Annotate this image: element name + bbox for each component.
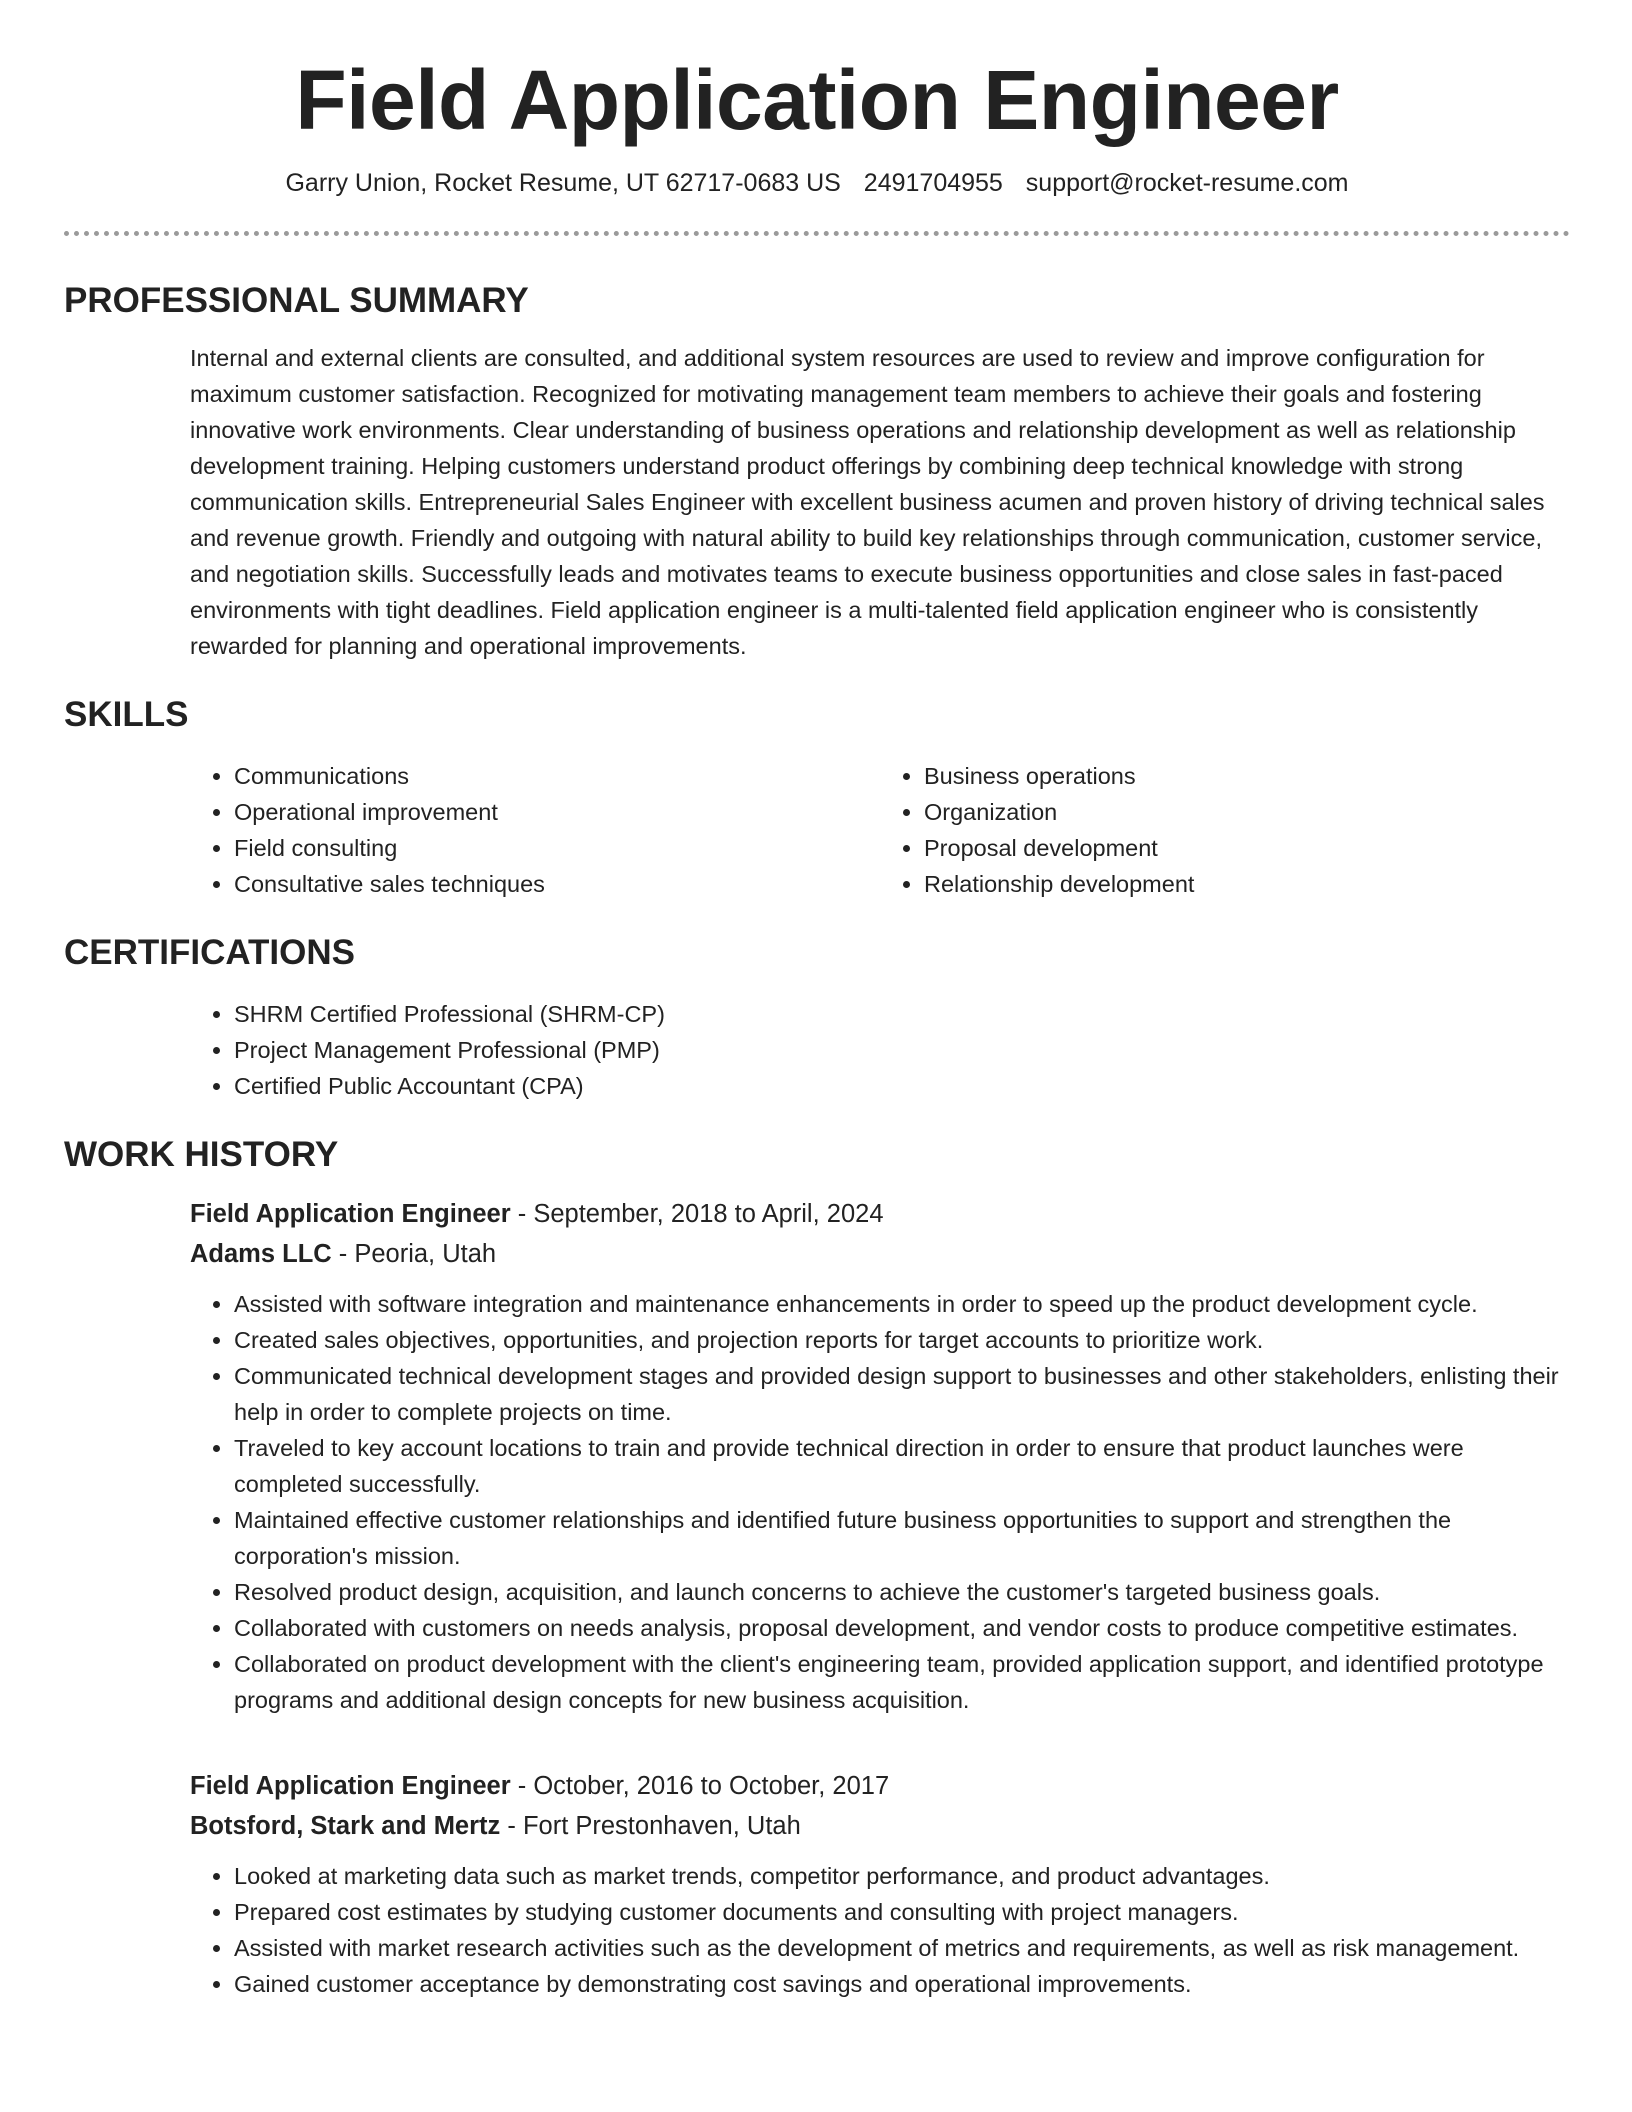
skill-item: • Business operations (924, 758, 1570, 794)
certification-item: • SHRM Certified Professional (SHRM-CP) (234, 996, 1570, 1032)
skill-item: • Organization (924, 794, 1570, 830)
job-title-line (190, 1766, 1570, 1806)
skills-list-left (190, 758, 880, 902)
section-heading-skills: SKILLS (64, 695, 189, 735)
skill-item: • Proposal development (924, 830, 1570, 866)
skill-item: • Consultative sales techniques (234, 866, 880, 902)
job-entry (190, 1766, 1570, 2002)
job-bullet: • Collaborated on product development with the client's engineering team, provided application support, and identified prototype programs and additional design concepts for new business acquisition. (234, 1646, 1570, 1718)
section-heading-summary: PROFESSIONAL SUMMARY (64, 281, 529, 321)
job-company: Botsford, Stark and Mertz (190, 1812, 501, 1841)
job-company-line (190, 1234, 1570, 1274)
certification-item: • Certified Public Accountant (CPA) (234, 1068, 1570, 1104)
job-company-line (190, 1806, 1570, 1846)
job-bullet: • Maintained effective customer relationships and identified future business opportunities to support and strengthen the corporation's mission. (234, 1502, 1570, 1574)
job-bullet: • Gained customer acceptance by demonstrating cost savings and operational improvements. (234, 1966, 1570, 2002)
job-bullet: • Communicated technical development stages and provided design support to businesses and other stakeholders, enlisting their help in order to complete projects on time. (234, 1358, 1570, 1430)
skill-item: • Relationship development (924, 866, 1570, 902)
summary-text: Internal and external clients are consulted, and additional system resources are used to review and improve configuration for maximum customer satisfaction. Recognized for motivating management team members to achieve their goals and fostering innovative work environments. Clear understanding of business operations and relationship development as well as relationship development training. Helping customers understand product offerings by combining deep technical knowledge with strong communication skills. Entrepreneurial Sales Engineer with excellent business acumen and proven history of driving technical sales and revenue growth. Friendly and outgoing with natural ability to build key relationships through communication, customer service, and negotiation skills. Successfully leads and motivates teams to execute business opportunities and close sales in fast-paced environments with tight deadlines. Field application engineer is a multi-talented field application engineer who is consistently rewarded for planning and operational improvements. (190, 345, 1545, 660)
skills-grid (190, 758, 1570, 902)
job-bullet: • Looked at marketing data such as market trends, competitor performance, and product advantages. (234, 1858, 1570, 1894)
job-dates: - October, 2016 to October, 2017 (510, 1772, 890, 1801)
work-history-section (190, 1194, 1570, 2002)
job-location: - Peoria, Utah (331, 1240, 497, 1269)
job-bullet: • Assisted with software integration and maintenance enhancements in order to speed up the product development cycle. (234, 1286, 1570, 1322)
skills-section (190, 758, 1570, 902)
header-divider (64, 231, 1570, 236)
job-company: Adams LLC (190, 1240, 332, 1269)
job-bullet: • Prepared cost estimates by studying customer documents and consulting with project managers. (234, 1894, 1570, 1930)
job-bullet: • Created sales objectives, opportunities, and projection reports for target accounts to prioritize work. (234, 1322, 1570, 1358)
job-bullet: • Collaborated with customers on needs analysis, proposal development, and vendor costs to produce competitive estimates. (234, 1610, 1570, 1646)
job-title: Field Application Engineer (190, 1200, 511, 1229)
job-title: Field Application Engineer (190, 1772, 511, 1801)
section-heading-certifications: CERTIFICATIONS (64, 933, 356, 973)
certifications-section (190, 996, 1570, 1104)
certifications-list (190, 996, 1570, 1104)
job-title-line (190, 1194, 1570, 1234)
job-bullets (190, 1858, 1570, 2002)
job-entry (190, 1194, 1570, 1718)
job-location: - Fort Prestonhaven, Utah (500, 1812, 801, 1841)
job-bullets (190, 1286, 1570, 1718)
contact-phone: 2491704955 (863, 168, 1003, 197)
page-title: Field Application Engineer (295, 53, 1339, 147)
contact-line (64, 167, 1570, 200)
certification-item: • Project Management Professional (PMP) (234, 1032, 1570, 1068)
skill-item: • Communications (234, 758, 880, 794)
contact-address: Garry Union, Rocket Resume, UT 62717-0683 US (285, 168, 841, 197)
contact-email: support@rocket-resume.com (1025, 168, 1349, 197)
summary-section (190, 340, 1570, 664)
job-bullet: • Resolved product design, acquisition, and launch concerns to achieve the customer's targeted business goals. (234, 1574, 1570, 1610)
section-heading-work-history: WORK HISTORY (64, 1135, 339, 1175)
job-bullet: • Traveled to key account locations to train and provide technical direction in order to ensure that product launches were completed successfully. (234, 1430, 1570, 1502)
job-dates: - September, 2018 to April, 2024 (510, 1200, 884, 1229)
skill-item: • Operational improvement (234, 794, 880, 830)
skills-list-right (880, 758, 1570, 902)
resume-page (64, 50, 1570, 2002)
skill-item: • Field consulting (234, 830, 880, 866)
job-bullet: • Assisted with market research activities such as the development of metrics and requirements, as well as risk management. (234, 1930, 1570, 1966)
